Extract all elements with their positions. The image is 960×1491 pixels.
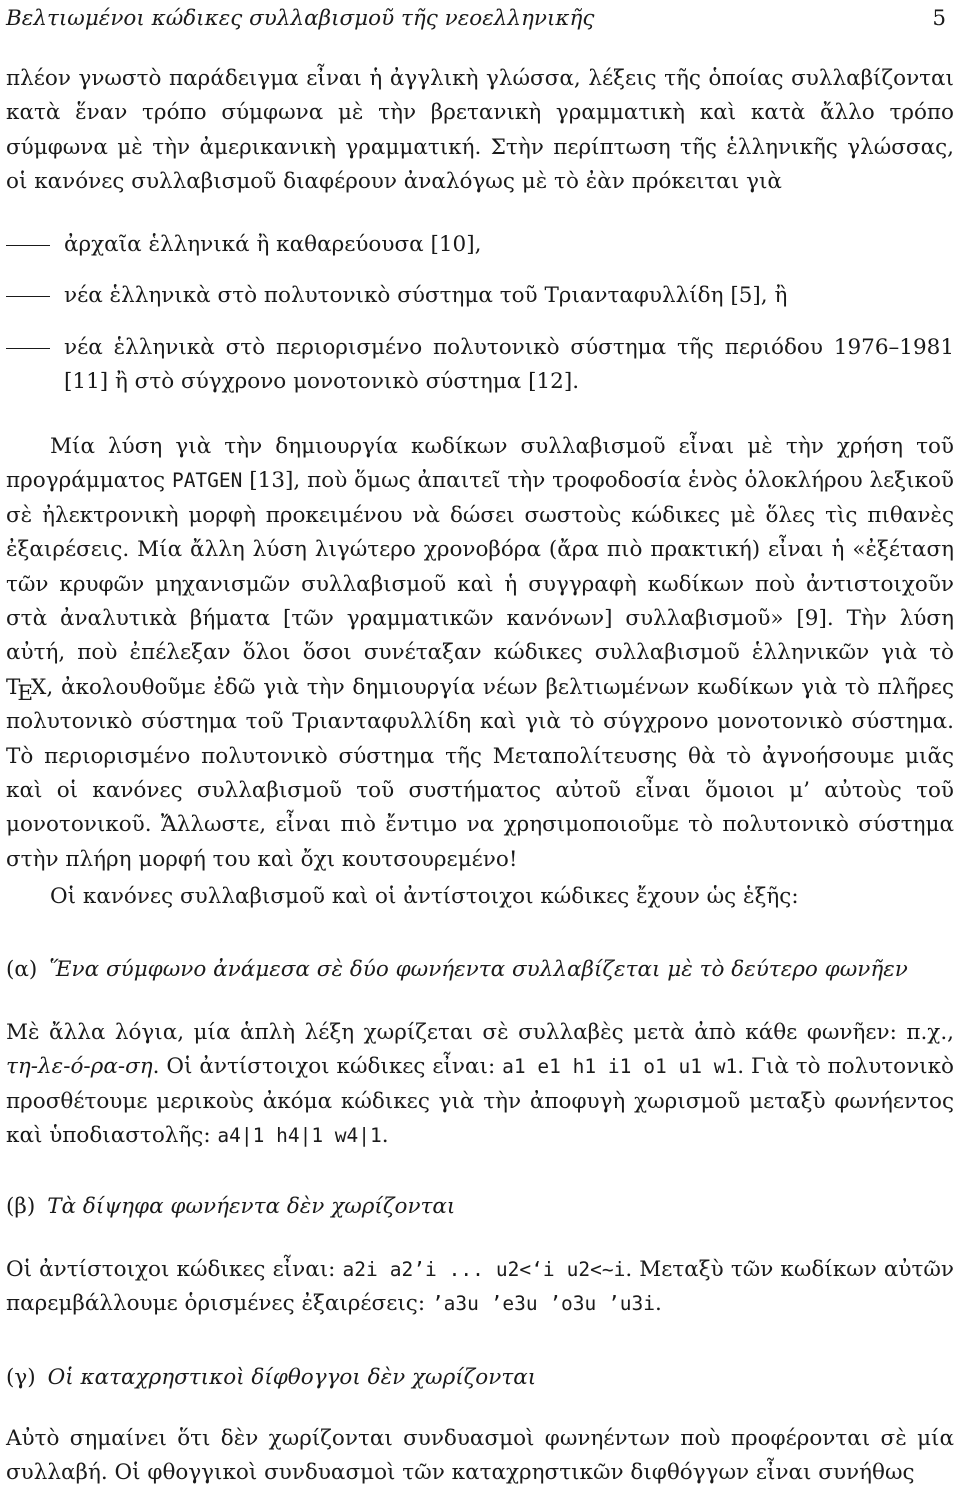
- list-item: [6, 331, 954, 400]
- rule-a-text-2: . Οἱ ἀντίστοιχοι κώδικες εἶναι:: [152, 1054, 503, 1080]
- rule-b-text-1: Οἱ ἀντίστοιχοι κώδικες εἶναι:: [6, 1257, 343, 1282]
- list-item: [6, 228, 954, 262]
- rule-a-codes-1: a1 e1 h1 i1 o1 u1 w1: [502, 1055, 738, 1079]
- rule-a-heading: [6, 953, 954, 987]
- rule-b-marker: (β): [6, 1194, 36, 1219]
- solution-text-2: [13], ποὺ ὅμως ἀπαιτεῖ τὴν τροφοδοσία ἑνὸς ὁλοκλήρου λεξικοῦ σὲ ἠλεκτρονικὴ μορφὴ προκειμένου νὰ δώσει σωστοὺς κώδικες μὲ ὅλες τὶς πιθανὲς ἐξαιρέσεις. Μία ἄλλη λύση λιγώτερο χρονοβόρα (ἄρα πιὸ πρακτική) εἶναι ἡ «ἐξέταση τῶν κρυφῶν μηχανισμῶν συλλαβισμοῦ καὶ ἡ συγγραφὴ κωδίκων ποὺ ἀντιστοιχοῦν στὰ ἀναλυτικὰ βήματα [τῶν γραμματικῶν κανόνων] συλλαβισμοῦ» [9]. Τὴν λύση αὐτή, ποὺ ἐπέλεξαν ὅλοι ὅσοι συνέταξαν κώδικες συλλαβισμοῦ ἑλληνικῶν γιὰ τὸ: [6, 468, 955, 666]
- solution-text-3: , ἀκολουθοῦμε ἐδῶ γιὰ τὴν δημιουργία νέων βελτιωμένων κωδίκων γιὰ τὸ πλῆρες πολυτονικὸ σύστημα τοῦ Τριανταφυλλίδη καὶ γιὰ τὸ σύγχρονο μονοτονικὸ σύστημα. Τὸ περιορισμένο πολυτονικὸ σύστημα τῆς Μεταπολίτευσης θὰ τὸ ἀγνοήσουμε μιᾶς καὶ οἱ κανόνες συλλαβισμοῦ τοῦ συστήματος αὐτοῦ εἶναι ὅμοιοι μ’ αὐτοὺς τοῦ μονοτονικοῦ. Ἄλλωστε, εἶναι πιὸ ἔντιμο να χρησιμοποιοῦμε τὸ πολυτονικὸ σύστημα στὴν πλήρη μορφή του καὶ ὄχι κουτσουρεμένο!: [6, 674, 954, 872]
- rule-a-codes-2: a4|1 h4|1 w4|1: [217, 1124, 382, 1148]
- dash-marker: [6, 348, 50, 349]
- dash-marker: [6, 296, 50, 297]
- page-header: [6, 0, 946, 38]
- rule-b-text-3: .: [654, 1291, 662, 1317]
- running-title: Βελτιωμένοι κώδικες συλλαβισμοῦ τῆς νεοελληνικῆς: [6, 5, 595, 31]
- rule-c-body: Αὐτὸ σημαίνει ὅτι δὲν χωρίζονται συνδυασμοὶ φωνηέντων ποὺ προφέρονται σὲ μία συλλαβή. Οἱ φθογγικοὶ συνδυασμοὶ τῶν καταχρηστικῶν διφθόγγων εἶναι συνήθως: [6, 1426, 954, 1486]
- solution-paragraph: [6, 430, 954, 877]
- rule-c-marker: (γ): [6, 1365, 36, 1390]
- rules-intro: Οἱ κανόνες συλλαβισμοῦ καὶ οἱ ἀντίστοιχοι κώδικες ἔχουν ὡς ἑξῆς:: [50, 884, 799, 909]
- program-name: PATGEN: [171, 469, 243, 493]
- tex-logo: [6, 674, 47, 706]
- tex-logo-e: E: [17, 680, 34, 706]
- case-text: νέα ἑλληνικὰ στὸ περιορισμένο πολυτονικὸ σύστημα τῆς περιόδου 1976–1981 [11] ἢ στὸ σύγχρονο μονοτονικὸ σύστημα [12].: [64, 334, 954, 395]
- case-text: νέα ἑλληνικὰ στὸ πολυτονικὸ σύστημα τοῦ Τριανταφυλλίδη [5], ἢ: [64, 283, 788, 309]
- list-item: [6, 279, 954, 313]
- cases-list: [6, 228, 954, 417]
- tex-logo-x: X: [31, 674, 47, 700]
- rule-b-text-2: . Μεταξὺ τῶν κωδίκων αὐτῶν παρεμβάλλουμε ὁρισμένες ἐξαιρέσεις:: [6, 1257, 954, 1317]
- rule-c-title: Οἱ καταχρηστικοὶ δίφθογγοι δὲν χωρίζονται: [47, 1365, 537, 1390]
- tex-logo-t: T: [6, 674, 21, 700]
- rule-b-codes-2: ’a3u ’e3u ’o3u ’u3i: [431, 1292, 655, 1316]
- case-text: ἀρχαῖα ἑλληνικά ἢ καθαρεύουσα [10],: [64, 232, 482, 257]
- rule-b-heading: [6, 1190, 954, 1224]
- rule-b-codes-1: a2i a2’i ... u2<‘i u2<~i: [342, 1258, 626, 1281]
- rule-a-example: τη-λε-ό-ρα-ση: [6, 1054, 153, 1080]
- rule-a-text-3: . Γιὰ τὸ πολυτονικὸ προσθέτουμε μερικοὺς ἀκόμα κώδικες γιὰ τὴν ἀποφυγὴ χωρισμοῦ μεταξὺ φωνήεντος καὶ ὑποδιαστολῆς:: [6, 1054, 954, 1149]
- rule-c-heading: [6, 1361, 954, 1395]
- dash-marker: [6, 245, 50, 246]
- intro-paragraph: πλέον γνωστὸ παράδειγμα εἶναι ἡ ἀγγλικὴ γλώσσα, λέξεις τῆς ὁποίας συλλαβίζονται κατὰ ἕναν τρόπο σύμφωνα μὲ τὴν βρετανικὴ γραμματικὴ καὶ κατὰ ἄλλο τρόπο σύμφωνα μὲ τὴν ἀμερικανικὴ γραμματική. Στὴν περίπτωση τῆς ἑλληνικῆς γλώσσας, οἱ κανόνες συλλαβισμοῦ διαφέρουν ἀναλόγως μὲ τὸ ἐὰν πρόκειται γιὰ: [6, 66, 954, 195]
- rule-a-title: Ἕνα σύμφωνο ἀνάμεσα σὲ δύο φωνήεντα συλλαβίζεται μὲ τὸ δεύτερο φωνῆεν: [49, 957, 908, 982]
- rule-b-title: Τὰ δίψηφα φωνήεντα δὲν χωρίζονται: [47, 1194, 456, 1219]
- rule-a-text-4: .: [381, 1123, 389, 1149]
- rule-a-marker: (α): [6, 957, 38, 982]
- rule-b-body: [6, 1253, 954, 1322]
- rule-a-text-1: Μὲ ἄλλα λόγια, μία ἁπλὴ λέξη χωρίζεται σὲ συλλαβὲς μετὰ ἀπὸ κάθε φωνῆεν: π.χ.,: [6, 1020, 954, 1045]
- solution-text-1: Μία λύση γιὰ τὴν δημιουργία κωδίκων συλλαβισμοῦ εἶναι μὲ τὴν χρήση τοῦ προγράμματος: [6, 434, 954, 494]
- page-number: 5: [932, 5, 946, 31]
- rule-a-body: [6, 1016, 954, 1154]
